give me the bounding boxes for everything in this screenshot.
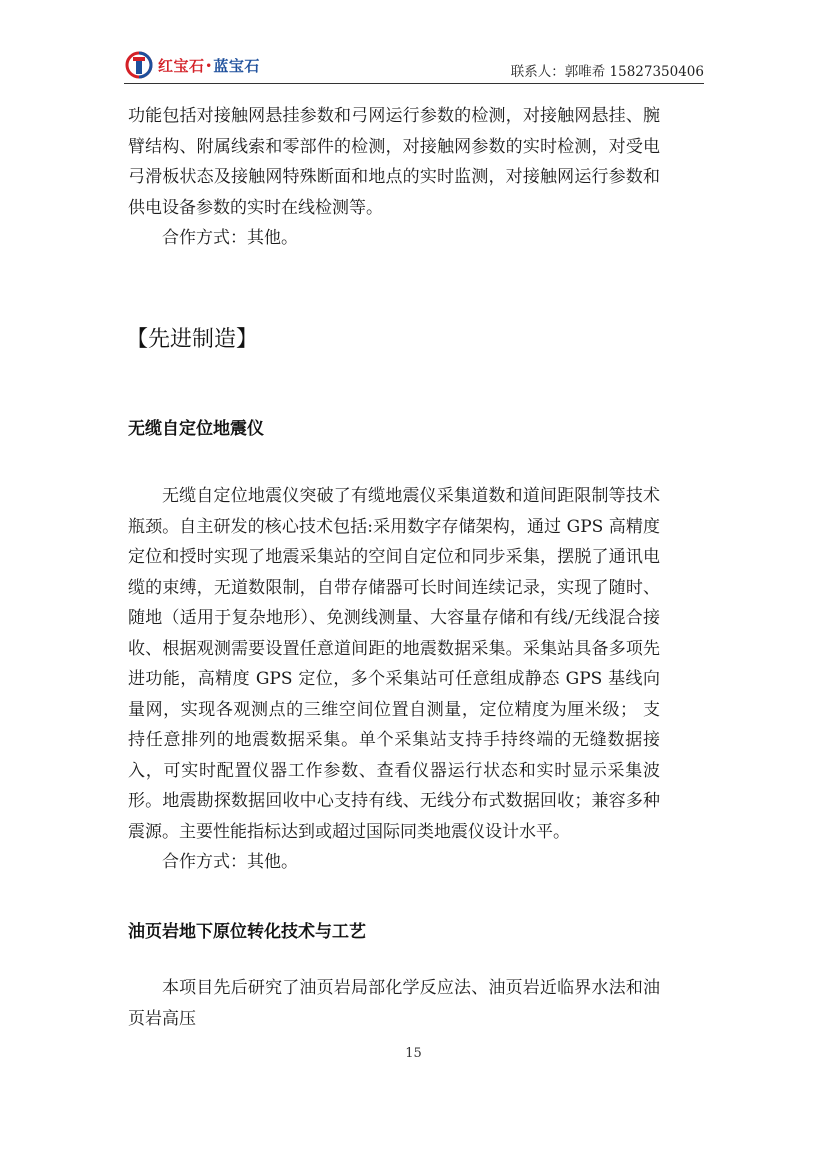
intro-cooperation: 合作方式：其他。 [162, 228, 298, 248]
page-number: 15 [405, 1046, 422, 1061]
item-title-seismograph: 无缆自定位地震仪 [128, 419, 264, 439]
item-body-oil-shale [128, 973, 660, 1034]
header-divider [124, 83, 704, 84]
contact-info: 联系人：郭唯希 15827350406 [510, 64, 704, 80]
item-paragraph-seismograph: 无缆自定位地震仪突破了有缆地震仪采集道数和道间距限制等技术瓶颈。自主研发的核心技术包括:采用数字存储架构，通过 GPS 高精度定位和授时实现了地震采集站的空间自定位和同步采集，摆脱了通讯电缆的束缚，无道数限制，自带存储器可长时间连续记录，实现了随时、随地（适用于复杂地形）、免测线测量、大容量存储和有线/无线混合接收、根据观测需要设置任意道间距的地震数据采集。采集站具备多项先进功能，高精度 GPS 定位，多个采集站可任意组成静态 GPS 基线向量网，实现各观测点的三维空间位置自测量，定位精度为厘米级； 支持任意排列的地震数据采集。单个采集站支持手持终端的无缝数据接入，可实时配置仪器工作参数、查看仪器运行状态和实时显示采集波形。地震勘探数据回收中心支持有线、无线分布式数据回收；兼容多种震源。主要性能指标达到或超过国际同类地震仪设计水平。 [128, 486, 660, 842]
logo-wordmark [158, 55, 260, 76]
item-body-seismograph [128, 481, 660, 878]
intro-paragraph: 功能包括对接触网悬挂参数和弓网运行参数的检测，对接触网悬挂、腕臂结构、附属线索和零部件的检测，对接触网参数的实时检测，对受电弓滑板状态及接触网特殊断面和地点的实时监测，对接触网运行参数和供电设备参数的实时在线检测等。 [128, 106, 660, 218]
intro-block [128, 101, 660, 254]
item-title-oil-shale: 油页岩地下原位转化技术与工艺 [128, 922, 366, 942]
gem-logo-icon [124, 50, 154, 80]
section-title: 【先进制造】 [126, 327, 259, 352]
logo-text-red: 红宝石 [158, 56, 205, 75]
item-cooperation-seismograph: 合作方式：其他。 [162, 852, 298, 872]
logo-separator: • [205, 60, 213, 72]
logo-text-blue: 蓝宝石 [213, 56, 260, 75]
company-logo [124, 50, 260, 80]
item-paragraph-oil-shale: 本项目先后研究了油页岩局部化学反应法、油页岩近临界水法和油页岩高压 [128, 978, 660, 1029]
page-header [124, 46, 704, 84]
